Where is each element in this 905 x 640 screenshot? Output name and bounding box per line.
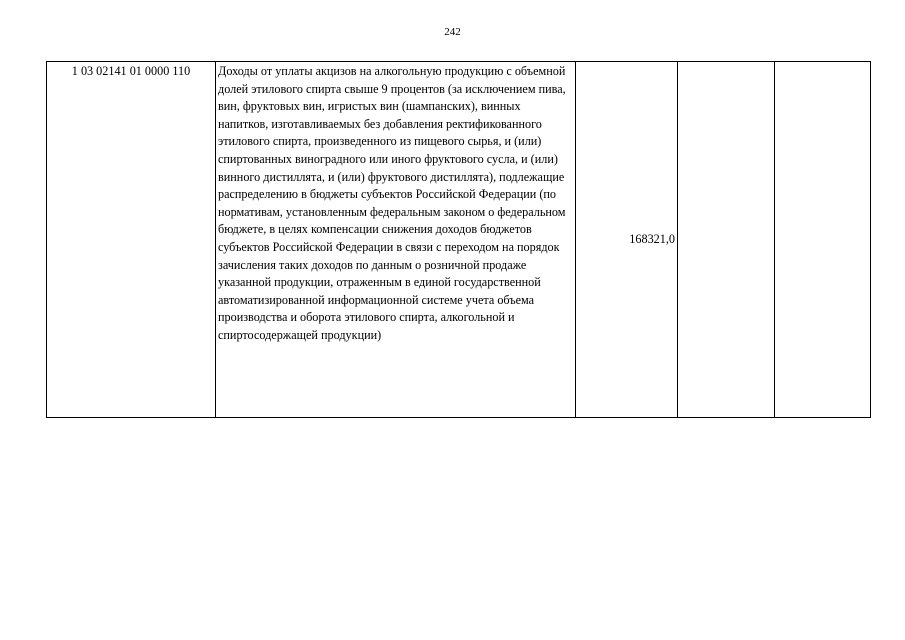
page-number: 242	[444, 26, 461, 38]
revenue-description: Доходы от уплаты акцизов на алкогольную продукцию с объемной долей этилового спирта свыше 9 процентов (за исключением пива, вин, фруктовых вин, игристых вин (шампанских), винных напитков, изготавливаемых без добавления ректификованного этилового спирта, произведенного из пищевого сырья, и (или) спиртованных виноградного или иного фруктового сусла, и (или) винного дистиллята, и (или) фруктового дистиллята), подлежащие распределению в бюджеты субъектов Российской Федерации (по нормативам, установленным федеральным законом о федеральном бюджете, в целях компенсации снижения доходов бюджетов субъектов Российской Федерации в связи с переходом на порядок зачисления таких доходов по данным о розничной продаже указанной продукции, отраженным в единой государственной автоматизированной информационной системе учета объема производства и оборота этилового спирта, алкогольной и спиртосодержащей продукции)	[216, 62, 576, 418]
table-row	[47, 62, 871, 418]
table-cell-col4	[678, 62, 775, 418]
budget-revenue-table	[46, 61, 871, 418]
table-cell-col5	[775, 62, 871, 418]
budget-classification-code: 1 03 02141 01 0000 110	[47, 62, 216, 418]
revenue-amount: 168321,0	[576, 62, 678, 418]
